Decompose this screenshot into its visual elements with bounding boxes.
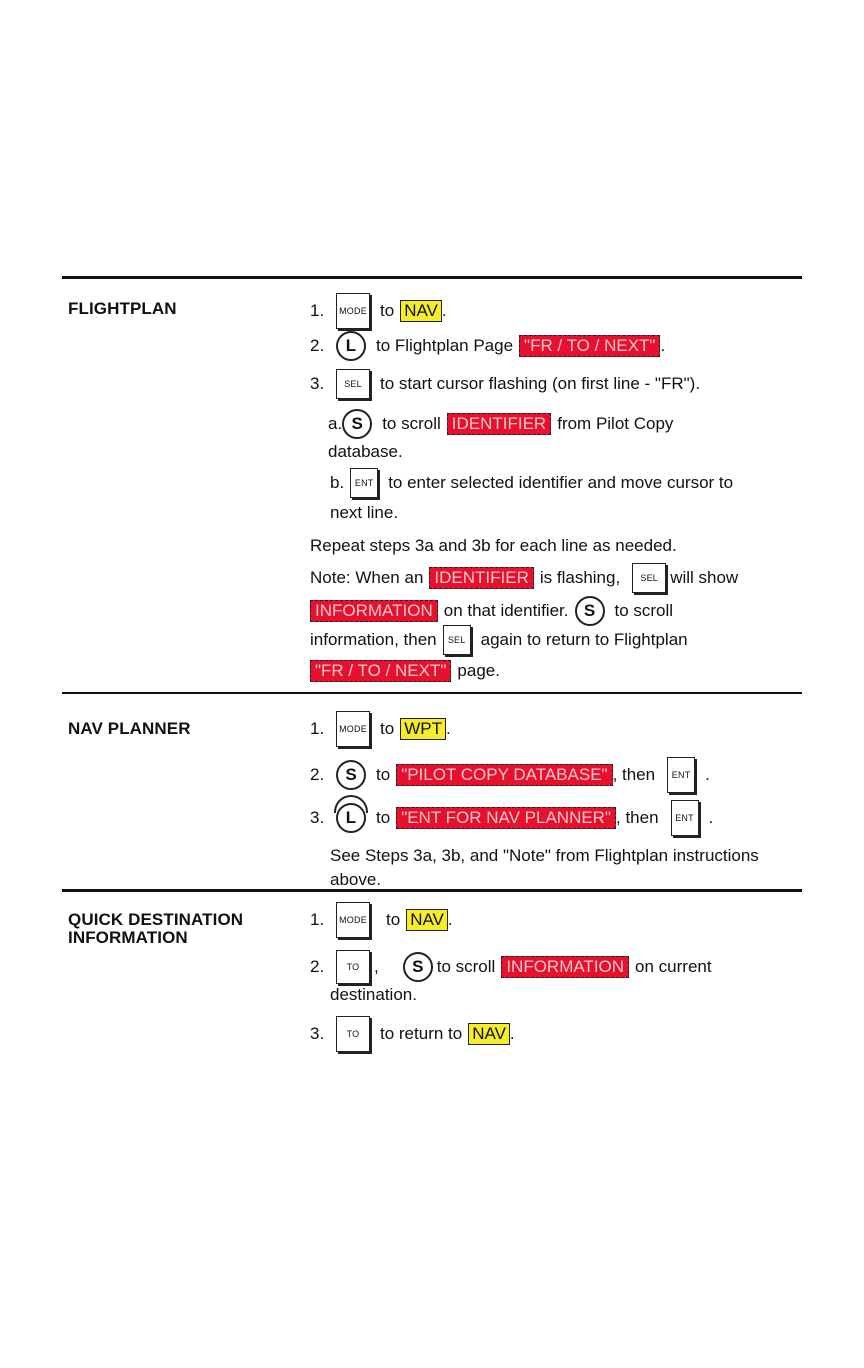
sel-key-icon: SEL [443,625,471,655]
flightplan-step-3 [310,369,700,399]
to-key-icon: TO [336,1016,370,1052]
s-knob-icon: S [403,952,433,982]
flightplan-step-1: 1. MODE to NAV . [310,293,447,329]
step-text: to scroll [382,414,441,433]
flightplan-step-3a [328,409,673,439]
mode-key-icon: MODE [336,293,370,329]
substep-label: b. [330,473,345,492]
s-knob-icon: S [336,760,366,790]
display-ent-for-nav-planner: "ENT FOR NAV PLANNER" [396,807,616,829]
ent-key-icon: ENT [667,757,695,793]
see-steps-text: See Steps 3a, 3b, and "Note" from Flightplan instructions [330,846,759,865]
display-identifier: IDENTIFIER [429,567,533,589]
step-text: to Flightplan Page [376,336,514,355]
note-line-3: information, then SEL again to return to Flightplan [310,625,688,655]
display-nav: NAV [400,300,442,322]
note-line-2: INFORMATION on that identifier. S to scroll [310,596,673,626]
note-line-4: "FR / TO / NEXT" page. [310,660,500,682]
nav-planner-step-2: 2. S to "PILOT COPY DATABASE" , then ENT . [310,757,710,793]
display-information: INFORMATION [501,956,629,978]
step-text-continued: destination. [330,985,417,1004]
step-number: 3. [310,808,325,827]
top-rule [62,276,802,279]
sel-key-icon: SEL [632,563,666,593]
display-information: INFORMATION [310,600,438,622]
step-number: 2. [310,957,325,976]
quick-dest-step-1: 1. MODE to NAV . [310,902,453,938]
step-text: from Pilot Copy [557,414,674,433]
ent-key-icon: ENT [350,468,378,498]
s-knob-icon: S [575,596,605,626]
step-text-continued: database. [328,442,403,461]
repeat-text: Repeat steps 3a and 3b for each line as needed. [310,536,677,555]
step-number: 2. [310,765,325,784]
to-key-icon: TO [336,950,370,984]
step-text-continued: next line. [330,503,399,522]
display-fr-to-next: "FR / TO / NEXT" [519,335,660,357]
step-number: 1. [310,719,325,738]
display-nav: NAV [468,1023,510,1045]
display-wpt: WPT [400,718,446,740]
substep-label: a. [328,414,343,433]
section-title-quick-destination: QUICK DESTINATION INFORMATION [68,910,244,947]
sel-key-icon: SEL [336,369,370,399]
nav-planner-step-3: 3. L to "ENT FOR NAV PLANNER" , then ENT . [310,800,713,836]
flightplan-step-3b [330,468,733,498]
l-knob-rotate-icon: L [336,803,366,833]
quick-dest-step-2: 2. TO , S to scroll INFORMATION on current [310,950,712,984]
s-knob-icon: S [342,409,372,439]
divider-rule [62,692,802,694]
display-nav: NAV [406,909,448,931]
ent-key-icon: ENT [671,800,699,836]
step-text: to start cursor flashing (on first line - "FR"). [380,374,701,393]
note-line-1: Note: When an IDENTIFIER is flashing, SEL will show [310,563,738,593]
nav-planner-step-1: 1. MODE to WPT . [310,711,451,747]
step-text: to [380,301,395,320]
divider-rule [62,889,802,892]
display-identifier: IDENTIFIER [447,413,551,435]
step-number: 1. [310,910,325,929]
section-title-flightplan: FLIGHTPLAN [68,299,177,318]
see-steps-text-continued: above. [330,870,382,889]
display-pilot-copy-database: "PILOT COPY DATABASE" [396,764,612,786]
mode-key-icon: MODE [336,711,370,747]
step-number: 1. [310,301,325,320]
section-title-nav-planner: NAV PLANNER [68,719,191,738]
display-fr-to-next: "FR / TO / NEXT" [310,660,451,682]
step-number: 2. [310,336,325,355]
step-number: 3. [310,374,325,393]
step-text: to enter selected identifier and move cursor to [388,473,734,492]
l-knob-icon: L [336,331,366,361]
quick-dest-step-3: 3. TO to return to NAV . [310,1016,515,1052]
mode-key-icon: MODE [336,902,370,938]
step-number: 3. [310,1024,325,1043]
flightplan-step-2: 2. L to Flightplan Page "FR / TO / NEXT" . [310,331,665,361]
